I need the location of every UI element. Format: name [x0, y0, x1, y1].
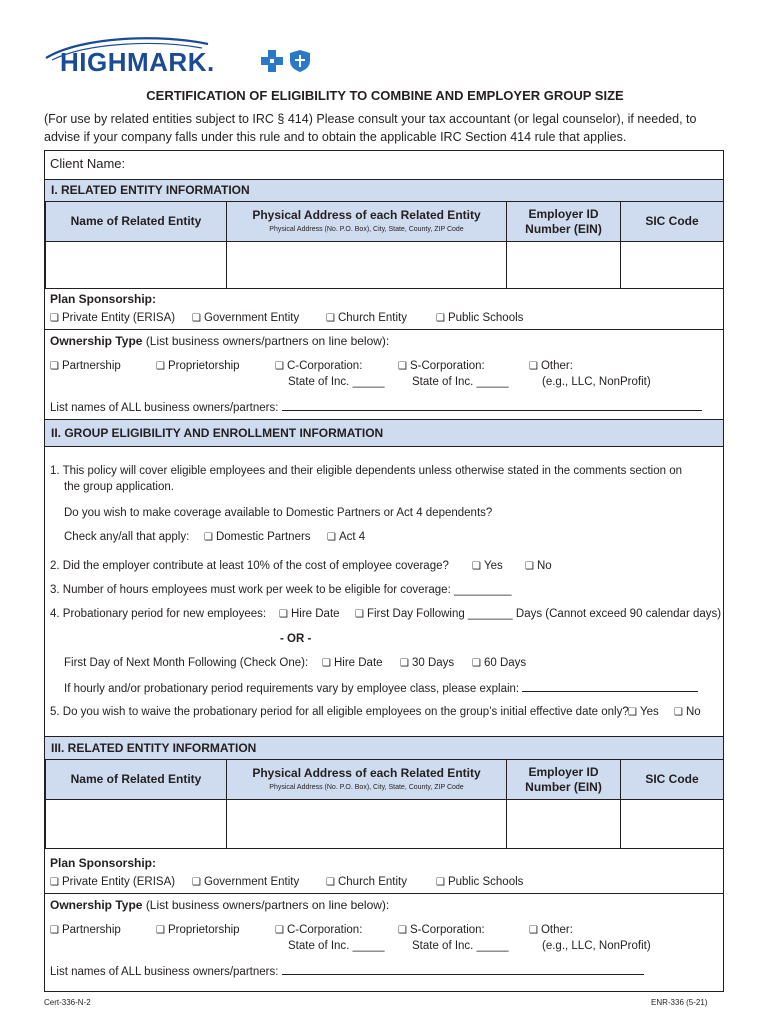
checkbox-icon: ❑ — [525, 561, 534, 572]
s-corp-state-field[interactable]: State of Inc. _____ — [412, 940, 509, 952]
partnership-checkbox[interactable]: ❑ Partnership — [50, 924, 121, 936]
act-4-checkbox[interactable]: ❑ Act 4 — [327, 531, 366, 543]
church-entity-checkbox[interactable]: ❑ Church Entity — [326, 876, 407, 888]
checkbox-icon: ❑ — [50, 877, 59, 888]
c-corp-state-field[interactable]: State of Inc. _____ — [288, 940, 385, 952]
q1-check-label: Check any/all that apply: — [64, 531, 190, 543]
checkbox-icon: ❑ — [50, 925, 59, 936]
q4-hire-date-checkbox[interactable]: ❑ Hire Date — [279, 608, 340, 620]
c-corporation-checkbox[interactable]: ❑ C-Corporation: — [275, 360, 363, 372]
col-sic-code: SIC Code — [621, 202, 724, 242]
private-entity-checkbox[interactable]: ❑ Private Entity (ERISA) — [50, 312, 176, 324]
proprietorship-checkbox[interactable]: ❑ Proprietorship — [156, 360, 240, 372]
col-physical-address: Physical Address of each Related Entity Physical Address (No. P.O. Box), City, State, County, ZIP Code — [227, 202, 507, 242]
col-sic-code: SIC Code — [621, 760, 724, 800]
checkbox-icon: ❑ — [156, 361, 165, 372]
s-corporation-checkbox[interactable]: ❑ S-Corporation: — [398, 360, 485, 372]
plan-sponsorship-label: Plan Sponsorship: — [50, 292, 157, 306]
q3-hours-field[interactable]: 3. Number of hours employees must work per week to be eligible for coverage: _________ — [50, 584, 512, 596]
col-name-of-related-entity: Name of Related Entity — [46, 202, 227, 242]
other-checkbox[interactable]: ❑ Other: — [529, 360, 573, 372]
other-example-text: (e.g., LLC, NonProfit) — [542, 376, 651, 388]
q1-domestic-partner-question: Do you wish to make coverage available to Domestic Partners or Act 4 dependents? — [64, 507, 493, 519]
checkbox-icon: ❑ — [398, 361, 407, 372]
checkbox-icon: ❑ — [192, 313, 201, 324]
ownership-type-label: Ownership Type (List business owners/partners on line below): — [50, 334, 390, 348]
client-name-label: Client Name: — [50, 156, 126, 171]
section-2-header: II. GROUP ELIGIBILITY AND ENROLLMENT INFORMATION — [45, 420, 723, 446]
col-address-subtext: Physical Address (No. P.O. Box), City, State, County, ZIP Code — [269, 784, 464, 791]
s-corporation-checkbox[interactable]: ❑ S-Corporation: — [398, 924, 485, 936]
checkbox-icon: ❑ — [275, 361, 284, 372]
checkbox-icon: ❑ — [50, 361, 59, 372]
q2-no-checkbox[interactable]: ❑ No — [525, 560, 552, 572]
checkbox-icon: ❑ — [400, 658, 409, 669]
q4-next-month-question: First Day of Next Month Following (Check One): — [64, 657, 309, 669]
entity-address-field[interactable] — [227, 800, 507, 849]
c-corp-state-field[interactable]: State of Inc. _____ — [288, 376, 385, 388]
public-schools-checkbox[interactable]: ❑ Public Schools — [436, 876, 524, 888]
c-corporation-checkbox[interactable]: ❑ C-Corporation: — [275, 924, 363, 936]
checkbox-icon: ❑ — [436, 877, 445, 888]
related-entity-table-1 — [45, 201, 724, 289]
col-physical-address: Physical Address of each Related Entity Physical Address (No. P.O. Box), City, State, County, ZIP Code — [227, 760, 507, 800]
q5-waive-question: 5. Do you wish to waive the probationary period for all eligible employees on the group’s initial effective date only? — [50, 706, 629, 718]
domestic-partners-checkbox[interactable]: ❑ Domestic Partners — [204, 531, 311, 543]
entity-name-field[interactable] — [46, 242, 227, 289]
checkbox-icon: ❑ — [355, 609, 364, 620]
col-employer-id: Employer ID Number (EIN) — [507, 202, 621, 242]
highmark-logo — [40, 36, 360, 76]
checkbox-icon: ❑ — [628, 707, 637, 718]
q4c-explain-field[interactable]: If hourly and/or probationary period requirements vary by employee class, please explain: — [64, 680, 698, 697]
q2-yes-checkbox[interactable]: ❑ Yes — [472, 560, 503, 572]
entity-sic-field[interactable] — [621, 242, 724, 289]
section-1-header: I. RELATED ENTITY INFORMATION — [45, 180, 723, 201]
checkbox-icon: ❑ — [326, 877, 335, 888]
entity-sic-field[interactable] — [621, 800, 724, 849]
church-entity-checkbox[interactable]: ❑ Church Entity — [326, 312, 407, 324]
q4-first-day-following-checkbox[interactable]: ❑ First Day Following _______ Days (Cannot exceed 90 calendar days) — [355, 608, 722, 620]
owners-partners-field[interactable]: List names of ALL business owners/partners: — [50, 399, 702, 416]
checkbox-icon: ❑ — [674, 707, 683, 718]
or-separator: - OR - — [280, 633, 312, 645]
entity-address-field[interactable] — [227, 242, 507, 289]
q1-coverage-text-cont: the group application. — [64, 481, 174, 493]
q4b-60-days-checkbox[interactable]: ❑ 60 Days — [472, 657, 527, 669]
owners-partners-field[interactable]: List names of ALL business owners/partners: — [50, 963, 644, 980]
partnership-checkbox[interactable]: ❑ Partnership — [50, 360, 121, 372]
entity-name-field[interactable] — [46, 800, 227, 849]
government-entity-checkbox[interactable]: ❑ Government Entity — [192, 312, 300, 324]
col-name-of-related-entity: Name of Related Entity — [46, 760, 227, 800]
divider — [44, 329, 724, 330]
other-example-text: (e.g., LLC, NonProfit) — [542, 940, 651, 952]
checkbox-icon: ❑ — [50, 313, 59, 324]
document-title: CERTIFICATION OF ELIGIBILITY TO COMBINE AND EMPLOYER GROUP SIZE — [146, 88, 624, 103]
government-entity-checkbox[interactable]: ❑ Government Entity — [192, 876, 300, 888]
checkbox-icon: ❑ — [204, 532, 213, 543]
public-schools-checkbox[interactable]: ❑ Public Schools — [436, 312, 524, 324]
related-entity-table-2 — [45, 759, 724, 849]
q4-probationary-question: 4. Probationary period for new employees: — [50, 608, 267, 620]
q4b-hire-date-checkbox[interactable]: ❑ Hire Date — [322, 657, 383, 669]
section-3-header: III. RELATED ENTITY INFORMATION — [45, 737, 723, 759]
footer-form-code: Cert-336-N-2 — [44, 998, 91, 1007]
checkbox-icon: ❑ — [156, 925, 165, 936]
s-corp-state-field[interactable]: State of Inc. _____ — [412, 376, 509, 388]
private-entity-checkbox[interactable]: ❑ Private Entity (ERISA) — [50, 876, 176, 888]
q5-no-checkbox[interactable]: ❑ No — [674, 706, 701, 718]
entity-ein-field[interactable] — [507, 242, 621, 289]
divider — [44, 893, 724, 894]
q4b-30-days-checkbox[interactable]: ❑ 30 Days — [400, 657, 455, 669]
q2-contribution-question: 2. Did the employer contribute at least 10% of the cost of employee coverage? — [50, 560, 449, 572]
checkbox-icon: ❑ — [275, 925, 284, 936]
checkbox-icon: ❑ — [472, 561, 481, 572]
entity-ein-field[interactable] — [507, 800, 621, 849]
checkbox-icon: ❑ — [529, 925, 538, 936]
blue-shield-icon — [289, 49, 311, 73]
logo-wordmark: HIGHMARK. — [60, 47, 215, 77]
checkbox-icon: ❑ — [192, 877, 201, 888]
divider — [44, 446, 724, 447]
plan-sponsorship-label: Plan Sponsorship: — [50, 856, 157, 870]
other-checkbox[interactable]: ❑ Other: — [529, 924, 573, 936]
checkbox-icon: ❑ — [472, 658, 481, 669]
q5-yes-checkbox[interactable]: ❑ Yes — [628, 706, 659, 718]
q1-coverage-text: 1. This policy will cover eligible employees and their eligible dependents unless otherwise stated in the comments section on — [50, 465, 682, 477]
checkbox-icon: ❑ — [327, 532, 336, 543]
footer-form-number: ENR-336 (5-21) — [651, 998, 708, 1007]
proprietorship-checkbox[interactable]: ❑ Proprietorship — [156, 924, 240, 936]
checkbox-icon: ❑ — [436, 313, 445, 324]
intro-text: (For use by related entities subject to IRC § 414) Please consult your tax accountant (or legal counselor), if needed, to advise if your company falls under this rule and to obtain the applicable IRC Section 414 rule that applies. — [44, 112, 697, 144]
blue-cross-icon — [261, 49, 283, 73]
checkbox-icon: ❑ — [529, 361, 538, 372]
checkbox-icon: ❑ — [326, 313, 335, 324]
checkbox-icon: ❑ — [398, 925, 407, 936]
checkbox-icon: ❑ — [322, 658, 331, 669]
checkbox-icon: ❑ — [279, 609, 288, 620]
col-employer-id: Employer ID Number (EIN) — [507, 760, 621, 800]
ownership-type-label: Ownership Type (List business owners/partners on line below): — [50, 898, 390, 912]
col-address-subtext: Physical Address (No. P.O. Box), City, State, County, ZIP Code — [269, 226, 464, 233]
